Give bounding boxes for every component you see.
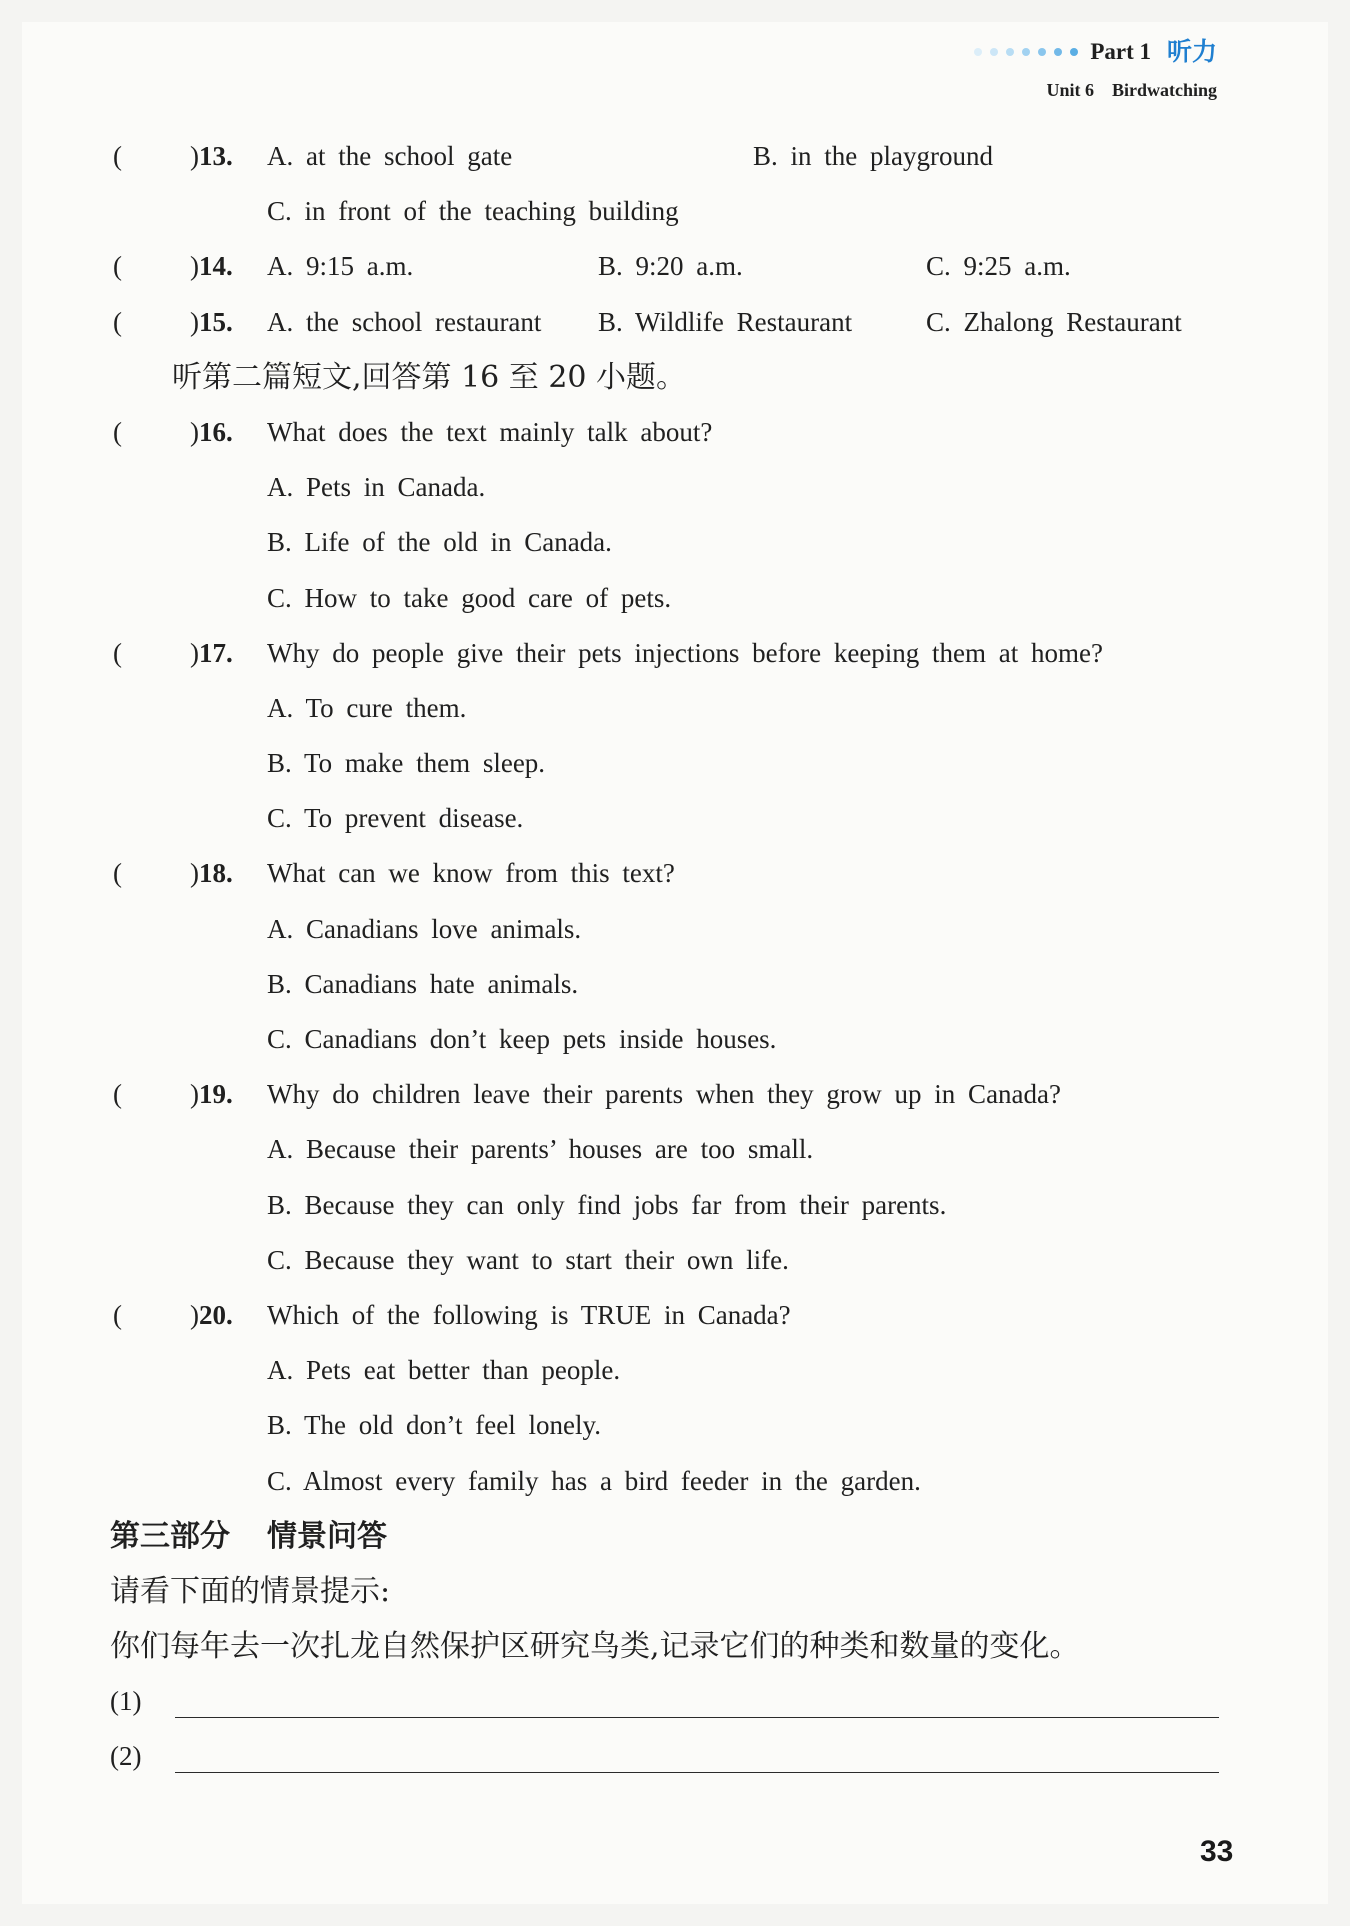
question-number-value: 15. <box>199 306 233 337</box>
answer-line[interactable] <box>175 1717 1219 1718</box>
prompt-intro: 请看下面的情景提示: <box>110 1573 391 1609</box>
option-b: B. Wildlife Restaurant <box>598 306 853 337</box>
answer-bracket-open: ( <box>113 251 122 282</box>
running-header <box>974 36 1217 68</box>
question-19 <box>0 1067 1350 1122</box>
option-c: C. Zhalong Restaurant <box>926 306 1182 337</box>
question-number <box>190 129 233 184</box>
option-a: A. 9:15 a.m. <box>267 251 414 282</box>
question-number <box>190 405 233 460</box>
answer-bracket-open: ( <box>113 306 122 337</box>
option-a: A. Pets in Canada. <box>267 472 486 503</box>
option-row <box>0 515 1350 570</box>
option-a: A. Canadians love animals. <box>267 913 582 944</box>
page-number: 33 <box>1200 1835 1234 1868</box>
question-number <box>190 239 233 294</box>
option-row <box>0 736 1350 791</box>
scenario-row <box>0 1619 1350 1674</box>
option-a: A. Because their parents’ houses are too small. <box>267 1134 814 1165</box>
option-row <box>0 1233 1350 1288</box>
answer-bracket-close: ) <box>190 858 199 889</box>
option-a: A. To cure them. <box>267 692 467 723</box>
answer-line[interactable] <box>175 1772 1219 1773</box>
answer-bracket-open: ( <box>113 1079 122 1110</box>
question-13 <box>0 129 1350 184</box>
question-number-value: 16. <box>199 416 233 447</box>
answer-bracket-open: ( <box>113 416 122 447</box>
option-row <box>0 681 1350 736</box>
answer-bracket-close: ) <box>190 306 199 337</box>
question-number-value: 13. <box>199 141 233 171</box>
part-three-heading <box>0 1509 1350 1564</box>
instruction-row <box>0 350 1350 405</box>
answer-bracket-close: ) <box>190 141 199 171</box>
option-row <box>0 184 1350 239</box>
answer-bracket-close: ) <box>190 1079 199 1110</box>
header-dots-decoration <box>974 48 1078 56</box>
option-row <box>0 1178 1350 1233</box>
answer-bracket-close: ) <box>190 1299 199 1330</box>
option-b: B. The old don’t feel lonely. <box>267 1410 601 1441</box>
option-row <box>0 460 1350 515</box>
prompt-intro-row <box>0 1564 1350 1619</box>
passage-two-instruction: 听第二篇短文,回答第 16 至 20 小题。 <box>172 359 687 395</box>
answer-row-1 <box>0 1674 1350 1729</box>
answer-bracket-close: ) <box>190 637 199 668</box>
part-three-number: 第三部分 <box>110 1518 230 1554</box>
option-c: C. Almost every family has a bird feeder in the garden. <box>267 1465 921 1496</box>
header-dot <box>974 48 982 56</box>
option-b: B. Canadians hate animals. <box>267 968 579 999</box>
answer-blank[interactable] <box>132 854 188 894</box>
answer-blank[interactable] <box>132 137 188 177</box>
answer-bracket-open: ( <box>113 1299 122 1330</box>
question-stem: What can we know from this text? <box>267 858 675 889</box>
option-row <box>0 1122 1350 1177</box>
question-stem: Why do people give their pets injections before keeping them at home? <box>267 637 1104 668</box>
answer-label: (1) <box>110 1686 142 1717</box>
section-label: 听力 <box>1166 37 1217 66</box>
header-dot <box>1038 48 1046 56</box>
unit-label: Unit 6 <box>1046 80 1094 100</box>
answer-blank[interactable] <box>132 1296 188 1336</box>
option-row <box>0 791 1350 846</box>
option-b: B. Because they can only find jobs far from their parents. <box>267 1189 947 1220</box>
option-b: B. 9:20 a.m. <box>598 251 743 282</box>
answer-bracket-open: ( <box>113 858 122 889</box>
answer-bracket-open: ( <box>113 141 122 171</box>
answer-blank[interactable] <box>132 413 188 453</box>
header-dot <box>1022 48 1030 56</box>
header-dot <box>1006 48 1014 56</box>
option-row <box>0 1343 1350 1398</box>
header-dot <box>1070 48 1078 56</box>
unit-title: Birdwatching <box>1111 80 1217 100</box>
unit-header <box>1046 78 1217 102</box>
option-c: C. How to take good care of pets. <box>267 582 672 613</box>
option-row <box>0 571 1350 626</box>
header-dot <box>990 48 998 56</box>
answer-blank[interactable] <box>132 634 188 674</box>
option-a: A. the school restaurant <box>267 306 542 337</box>
question-number <box>190 1288 233 1343</box>
question-number-value: 18. <box>199 858 233 889</box>
question-stem: What does the text mainly talk about? <box>267 416 713 447</box>
question-number-value: 19. <box>199 1079 233 1110</box>
answer-bracket-close: ) <box>190 416 199 447</box>
question-17 <box>0 626 1350 681</box>
question-number <box>190 846 233 901</box>
question-14 <box>0 239 1350 294</box>
part-three-title: 情景问答 <box>267 1518 387 1554</box>
option-row <box>0 1454 1350 1509</box>
header-dot <box>1054 48 1062 56</box>
option-row <box>0 902 1350 957</box>
page-body <box>0 129 1350 1785</box>
answer-blank[interactable] <box>132 247 188 287</box>
question-number-value: 17. <box>199 637 233 668</box>
question-stem: Why do children leave their parents when they grow up in Canada? <box>267 1079 1061 1110</box>
answer-bracket-close: ) <box>190 251 199 282</box>
option-a: A. Pets eat better than people. <box>267 1355 621 1386</box>
question-number <box>190 1067 233 1122</box>
question-stem: Which of the following is TRUE in Canada? <box>267 1299 791 1330</box>
question-15 <box>0 295 1350 350</box>
option-row <box>0 1012 1350 1067</box>
answer-label: (2) <box>110 1741 142 1772</box>
question-20 <box>0 1288 1350 1343</box>
part-label: Part 1 <box>1090 39 1151 64</box>
scenario-text: 你们每年去一次扎龙自然保护区研究鸟类,记录它们的种类和数量的变化。 <box>110 1629 1080 1665</box>
question-number-value: 20. <box>199 1299 233 1330</box>
question-number-value: 14. <box>199 251 233 282</box>
option-row <box>0 1398 1350 1453</box>
option-row <box>0 957 1350 1012</box>
option-b: B. in the playground <box>753 141 993 171</box>
answer-blank[interactable] <box>132 303 188 343</box>
option-c: C. 9:25 a.m. <box>926 251 1071 282</box>
answer-blank[interactable] <box>132 1075 188 1115</box>
question-number <box>190 626 233 681</box>
question-18 <box>0 846 1350 901</box>
answer-bracket-open: ( <box>113 637 122 668</box>
question-16 <box>0 405 1350 460</box>
option-c: C. in front of the teaching building <box>267 196 679 227</box>
option-b: B. Life of the old in Canada. <box>267 527 612 558</box>
option-b: B. To make them sleep. <box>267 748 546 779</box>
answer-row-2 <box>0 1729 1350 1784</box>
option-c: C. Because they want to start their own life. <box>267 1244 789 1275</box>
option-c: C. Canadians don’t keep pets inside houses. <box>267 1024 777 1054</box>
option-a: A. at the school gate <box>267 141 513 171</box>
option-c: C. To prevent disease. <box>267 803 524 834</box>
question-number <box>190 295 233 350</box>
